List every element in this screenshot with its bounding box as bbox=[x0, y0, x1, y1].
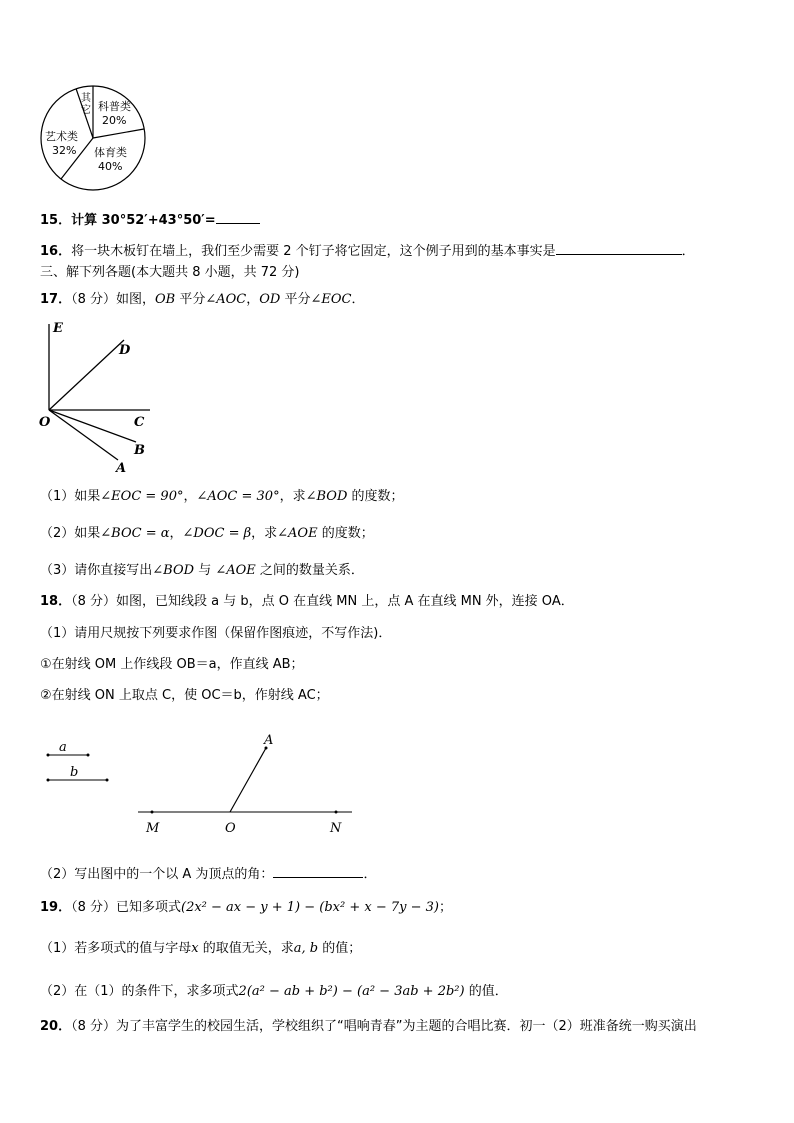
q17-p2-mid: ， bbox=[169, 526, 183, 541]
segment-a-end-left bbox=[47, 754, 50, 757]
q17-p1-math1: ∠EOC = 90° bbox=[100, 489, 184, 504]
q17-p3-mid: 与 bbox=[194, 563, 216, 578]
q17-p1-mid: ， bbox=[183, 489, 197, 504]
fig18-label-o: O bbox=[225, 821, 236, 836]
q17-math-eoc: ∠EOC bbox=[310, 292, 352, 307]
q17-math-od: OD bbox=[259, 292, 281, 307]
q20-number: 20． bbox=[40, 1019, 72, 1034]
q18-p2-end: ． bbox=[363, 867, 377, 882]
q19-p1-ab: a, b bbox=[293, 941, 319, 956]
q15-text: 计算 30°52′+43°50′= bbox=[71, 213, 216, 228]
pie-percent-art: 32% bbox=[52, 144, 77, 157]
point-m bbox=[151, 811, 154, 814]
q17-p1-math2: ∠AOC = 30° bbox=[196, 489, 280, 504]
segment-oa bbox=[230, 748, 266, 812]
q17-p2-math3: ∠AOE bbox=[277, 526, 318, 541]
q18-part-1: （1）请用尺规按下列要求作图（保留作图痕迹，不写作法)． bbox=[40, 626, 392, 641]
q16-number: 16． bbox=[40, 244, 72, 259]
q18-answer-blank[interactable] bbox=[273, 863, 363, 878]
pie-divider-3 bbox=[93, 129, 144, 138]
q16-text: 将一块木板钉在墙上，我们至少需要 2 个钉子将它固定，这个例子用到的基本事实是 bbox=[71, 244, 556, 259]
q17-p2-pre: （2）如果 bbox=[40, 526, 101, 541]
q17-figure bbox=[36, 318, 166, 478]
q17-number: 17． bbox=[40, 292, 72, 307]
q17-math-aoc: ∠AOC bbox=[205, 292, 247, 307]
q19-number: 19． bbox=[40, 900, 72, 915]
fig17-label-e: E bbox=[53, 321, 63, 336]
ray-od bbox=[49, 340, 124, 410]
q19-p2-post: 的值． bbox=[464, 984, 508, 999]
fig17-label-a: A bbox=[116, 461, 127, 476]
q15-number: 15． bbox=[40, 213, 72, 228]
q19-stem-post: ； bbox=[438, 900, 452, 915]
point-n bbox=[335, 811, 338, 814]
q18-step-2: ②在射线 ON 上取点 C，使 OC＝b，作射线 AC； bbox=[40, 688, 329, 703]
question-16 bbox=[40, 240, 695, 261]
q16-end: ． bbox=[681, 244, 695, 259]
q17-part-1 bbox=[40, 488, 404, 506]
question-20-stem bbox=[40, 1018, 697, 1036]
q18-figure bbox=[40, 728, 370, 840]
q15-answer-blank[interactable] bbox=[216, 209, 260, 224]
fig18-label-b: b bbox=[70, 765, 79, 780]
segment-b-end-left bbox=[47, 779, 50, 782]
q17-p3-math2: ∠AOE bbox=[215, 563, 256, 578]
pie-percent-sports: 40% bbox=[98, 160, 123, 173]
fig18-label-n: N bbox=[330, 821, 342, 836]
q19-stem-pre: （8 分）已知多项式 bbox=[71, 900, 181, 915]
q18-stem-text: （8 分）如图，已知线段 a 与 b，点 O 在直线 MN 上，点 A 在直线 MN 外，连接 OA． bbox=[71, 594, 574, 609]
q17-text-d: ， bbox=[246, 292, 260, 307]
q20-text: （8 分）为了丰富学生的校园生活，学校组织了“唱响青春”为主题的合唱比赛．初一（2）班准备统一购买演出 bbox=[71, 1019, 697, 1034]
q17-p3-pre: （3）请你直接写出 bbox=[40, 563, 153, 578]
question-15 bbox=[40, 209, 260, 230]
fig17-label-d: D bbox=[119, 343, 131, 358]
q16-answer-blank[interactable] bbox=[556, 240, 682, 255]
segment-a-end-right bbox=[87, 754, 90, 757]
q17-p2-mid2: ，求 bbox=[251, 526, 278, 541]
q17-p1-mid2: ，求 bbox=[279, 489, 306, 504]
q17-p1-pre: （1）如果 bbox=[40, 489, 101, 504]
q17-p1-math3: ∠BOD bbox=[305, 489, 348, 504]
pie-label-other-2: 它 bbox=[81, 105, 91, 116]
fig18-label-a: a bbox=[59, 740, 67, 755]
q17-text-b: 平分 bbox=[175, 292, 206, 307]
q19-p1-pre: （1）若多项式的值与字母 bbox=[40, 941, 192, 956]
q18-number: 18． bbox=[40, 594, 72, 609]
q17-part-3 bbox=[40, 562, 364, 580]
q17-p2-math2: ∠DOC = β bbox=[182, 526, 252, 541]
q17-p3-math1: ∠BOD bbox=[152, 563, 195, 578]
fig18-label-m: M bbox=[146, 821, 160, 836]
question-17-stem bbox=[40, 291, 365, 309]
q18-step-1: ①在射线 OM 上作线段 OB＝a，作直线 AB； bbox=[40, 657, 304, 672]
q17-p2-post: 的度数； bbox=[317, 526, 374, 541]
q18-p2-text: （2）写出图中的一个以 A 为顶点的角： bbox=[40, 867, 274, 882]
pie-chart bbox=[36, 84, 152, 194]
ray-ob bbox=[49, 410, 136, 442]
pie-label-sports: 体育类 bbox=[94, 146, 127, 159]
fig17-label-c: C bbox=[134, 415, 145, 430]
pie-percent-science: 20% bbox=[102, 114, 127, 127]
q19-p1-post: 的值； bbox=[318, 941, 362, 956]
ray-oa bbox=[49, 410, 118, 460]
q19-p1-mid: 的取值无关，求 bbox=[198, 941, 294, 956]
q17-p2-math1: ∠BOC = α bbox=[100, 526, 170, 541]
pie-label-other-1: 其 bbox=[81, 93, 91, 104]
q19-stem-math: (2x² − ax − y + 1) − (bx² + x − 7y − 3) bbox=[181, 900, 439, 915]
q17-text-f: 平分 bbox=[280, 292, 311, 307]
q17-text-h: ． bbox=[351, 292, 365, 307]
pie-label-science: 科普类 bbox=[98, 100, 131, 113]
q17-part-2 bbox=[40, 525, 374, 543]
q19-part-2 bbox=[40, 983, 508, 1001]
pie-label-art: 艺术类 bbox=[45, 130, 78, 143]
question-19-stem bbox=[40, 899, 452, 917]
q17-math-ob: OB bbox=[155, 292, 176, 307]
fig17-label-b: B bbox=[134, 443, 145, 458]
q17-score: （8 分）如图， bbox=[71, 292, 155, 307]
q17-p3-post: 之间的数量关系． bbox=[255, 563, 364, 578]
q19-part-1 bbox=[40, 940, 361, 958]
q19-p2-pre: （2）在（1）的条件下，求多项式 bbox=[40, 984, 239, 999]
section-3-title: 三、解下列各题(本大题共 8 小题，共 72 分) bbox=[40, 265, 300, 280]
fig17-label-o: O bbox=[39, 415, 51, 430]
fig18-label-capital-a: A bbox=[264, 733, 274, 748]
q17-p1-post: 的度数； bbox=[347, 489, 404, 504]
segment-b-end-right bbox=[106, 779, 109, 782]
question-18-stem bbox=[40, 593, 574, 611]
q19-p1-x: x bbox=[191, 941, 199, 956]
q18-part-2 bbox=[40, 863, 376, 884]
q19-p2-math: 2(a² − ab + b²) − (a² − 3ab + 2b²) bbox=[238, 984, 465, 999]
